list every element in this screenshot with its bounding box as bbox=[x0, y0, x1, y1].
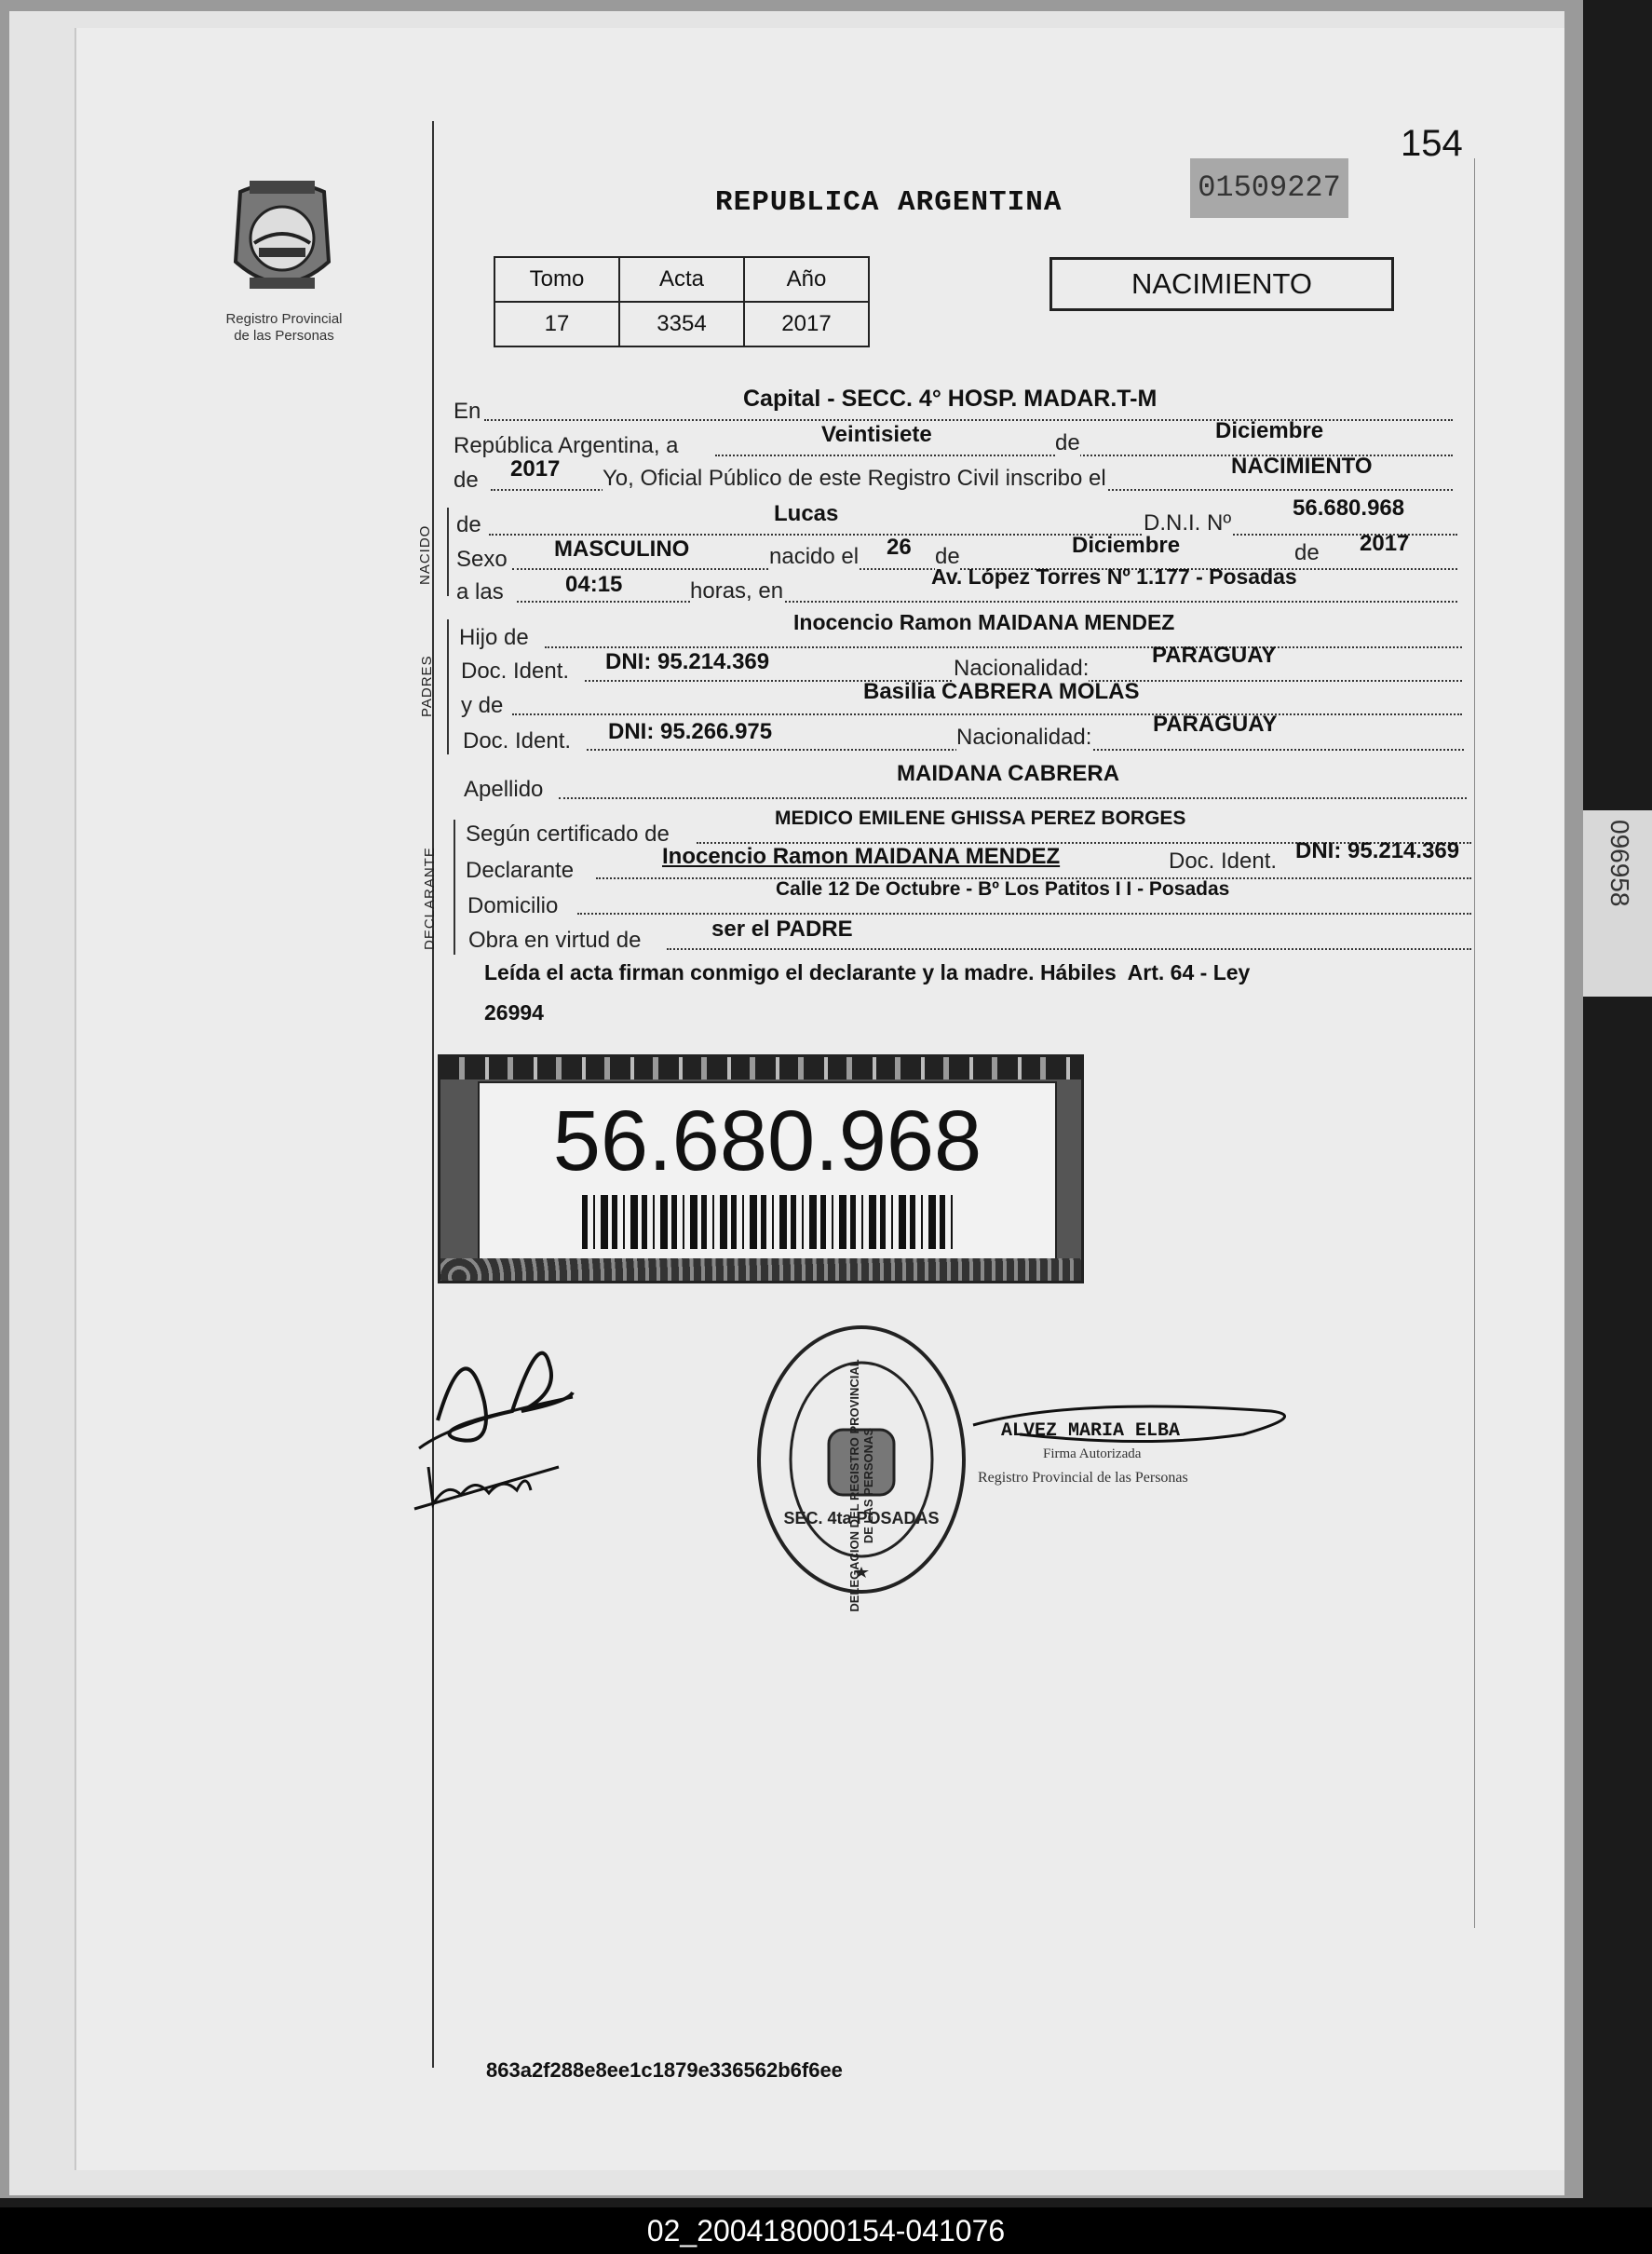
table-header-tomo: Tomo bbox=[494, 257, 619, 302]
nacido-de2-label: de bbox=[935, 544, 960, 569]
en-label: En bbox=[454, 399, 481, 424]
declarante-doc: DNI: 95.214.369 bbox=[1295, 838, 1460, 863]
nacido-el-label: nacido el bbox=[769, 544, 860, 569]
table-header-acta: Acta bbox=[619, 257, 744, 302]
birth-year: 2017 bbox=[1360, 531, 1410, 556]
father-nat-label: Nacionalidad: bbox=[954, 656, 1090, 681]
birth-month: Diciembre bbox=[1072, 533, 1181, 558]
mother-nationality: PARAGUAY bbox=[1153, 712, 1278, 737]
margin-line bbox=[432, 121, 434, 2068]
registry-logo bbox=[222, 173, 343, 304]
record-table bbox=[494, 256, 870, 347]
sticker-dni-number: 56.680.968 bbox=[552, 1093, 982, 1188]
father-nationality: PARAGUAY bbox=[1152, 643, 1277, 668]
official-office: Registro Provincial de las Personas bbox=[978, 1470, 1188, 1486]
declarante-doc-label: Doc. Ident. bbox=[1169, 849, 1278, 874]
cert-label: Según certificado de bbox=[466, 821, 670, 847]
declarante-section-label: DECLARANTE bbox=[422, 847, 438, 950]
declarante-name: Inocencio Ramon MAIDANA MENDEZ bbox=[662, 844, 1061, 869]
mother-name: Basilia CABRERA MOLAS bbox=[863, 679, 1140, 704]
table-value-ano: 2017 bbox=[744, 302, 869, 346]
nacido-section-label: NACIDO bbox=[417, 524, 433, 585]
official-stamp bbox=[754, 1323, 968, 1612]
table-value-tomo: 17 bbox=[494, 302, 619, 346]
document-hash: 863a2f288e8ee1c1879e336562b6f6ee bbox=[486, 2058, 843, 2082]
yde-label: y de bbox=[461, 693, 504, 718]
day-value: Veintisiete bbox=[821, 422, 932, 447]
page-number: 154 bbox=[1401, 123, 1463, 164]
mother-doc-label: Doc. Ident. bbox=[463, 728, 572, 754]
stamp-inner-text: SEC. 4ta POSADAS bbox=[783, 1509, 940, 1528]
side-tab-text: 096958 bbox=[1605, 820, 1634, 907]
cert-value: MEDICO EMILENE GHISSA PEREZ BORGES bbox=[775, 808, 1186, 829]
apellido-label: Apellido bbox=[464, 777, 544, 802]
table-header-ano: Año bbox=[744, 257, 869, 302]
year-value: 2017 bbox=[510, 456, 561, 482]
nacido-de-label: de bbox=[456, 512, 481, 537]
hijo-label: Hijo de bbox=[459, 625, 529, 650]
logo-caption-line1: Registro Provincial bbox=[225, 311, 343, 327]
horas-label: horas, en bbox=[690, 578, 784, 604]
dni-label: D.N.I. Nº bbox=[1144, 510, 1232, 536]
barcode-icon bbox=[582, 1195, 955, 1249]
serial-number: 01509227 bbox=[1190, 158, 1348, 218]
mother-nat-label: Nacionalidad: bbox=[956, 725, 1092, 750]
republica-label: República Argentina, a bbox=[454, 433, 679, 458]
sticker-pattern bbox=[440, 1057, 1081, 1079]
image-caption: 02_200418000154-041076 bbox=[0, 2207, 1652, 2254]
stamp-ring-text: DELEGACION DEL REGISTRO PROVINCIAL DE LAS PERSONAS bbox=[847, 1359, 875, 1612]
official-name: ALVEZ MARIA ELBA bbox=[1001, 1420, 1181, 1442]
child-name: Lucas bbox=[774, 501, 839, 526]
father-name: Inocencio Ramon MAIDANA MENDEZ bbox=[793, 610, 1175, 634]
closing-text-line2: 26994 bbox=[484, 1000, 544, 1025]
mother-signature bbox=[410, 1439, 577, 1523]
logo-caption-line2: de las Personas bbox=[234, 328, 334, 344]
table-value-acta: 3354 bbox=[619, 302, 744, 346]
domicilio-label: Domicilio bbox=[467, 893, 559, 918]
en-value: Capital - SECC. 4° HOSP. MADAR.T-M bbox=[743, 386, 1158, 412]
domicilio-value: Calle 12 De Octubre - Bº Los Patitos I I - Posadas bbox=[776, 878, 1230, 900]
declarante-label: Declarante bbox=[466, 858, 575, 883]
right-frame-line bbox=[1474, 158, 1475, 1928]
document-heading: REPUBLICA ARGENTINA bbox=[715, 186, 1063, 219]
apellido-value: MAIDANA CABRERA bbox=[897, 761, 1120, 786]
child-dni: 56.680.968 bbox=[1293, 496, 1405, 521]
father-doc: DNI: 95.214.369 bbox=[605, 649, 770, 674]
yo-text: Yo, Oficial Público de este Registro Civil inscribo el bbox=[603, 466, 1106, 491]
sticker-pattern bbox=[440, 1258, 1081, 1281]
mother-doc: DNI: 95.266.975 bbox=[608, 719, 773, 744]
section-bracket bbox=[454, 820, 455, 955]
obra-value: ser el PADRE bbox=[711, 917, 853, 942]
section-bracket bbox=[447, 508, 449, 596]
sticker-panel bbox=[478, 1081, 1057, 1260]
section-bracket bbox=[447, 619, 449, 754]
nacido-de3-label: de bbox=[1294, 540, 1320, 565]
record-type-box: NACIMIENTO bbox=[1049, 257, 1394, 311]
obra-label: Obra en virtud de bbox=[468, 928, 642, 953]
birth-place: Av. López Torres Nº 1.177 - Posadas bbox=[931, 564, 1297, 589]
act-value: NACIMIENTO bbox=[1231, 454, 1373, 479]
dni-sticker bbox=[438, 1054, 1084, 1283]
padres-section-label: PADRES bbox=[419, 655, 435, 717]
sexo-value: MASCULINO bbox=[554, 536, 690, 562]
closing-text-line1: Leída el acta firman conmigo el declarante y la madre. Hábiles Art. 64 - Ley bbox=[484, 960, 1251, 984]
alas-label: a las bbox=[456, 579, 504, 604]
month-value: Diciembre bbox=[1215, 418, 1324, 443]
de2-label: de bbox=[454, 468, 479, 493]
coat-of-arms-icon bbox=[222, 173, 343, 304]
official-role: Firma Autorizada bbox=[1043, 1446, 1142, 1461]
birth-time: 04:15 bbox=[565, 572, 623, 597]
side-tab bbox=[1583, 810, 1652, 997]
de-label: de bbox=[1055, 430, 1080, 455]
birth-day: 26 bbox=[887, 535, 912, 560]
father-doc-label: Doc. Ident. bbox=[461, 659, 570, 684]
sexo-label: Sexo bbox=[456, 547, 508, 572]
